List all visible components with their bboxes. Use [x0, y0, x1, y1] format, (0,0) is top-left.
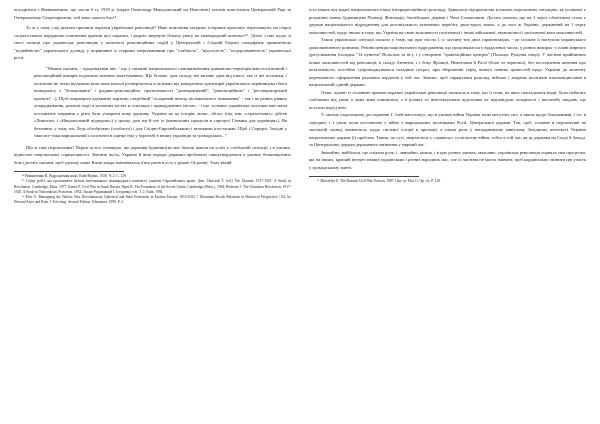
right-paragraph-3: Отже, одною із головних причин поразки української революції полягала в тому, що її сили, на яких покладалися надії, були набагато слабшими від умов, у яких вона опинилася, а її розмах та інтелектуальна підготовка не відповідали складності і масштабу завдань, що постали перед нею.	[309, 89, 586, 110]
footnote-14: ¹⁴ Винниченко В. Відродження нації. Київ-Відень, 1920. Ч. 2. С. 219.	[22, 174, 127, 178]
footnote-16: ¹⁶ Eley G. Remapping the Nation: War, Revolutionary Upheaval and State Formation in Eastern Europe, 1914-1923 // Ukrainian-Jewish Relations in Historical Perspective / Ed. by Howard Aster and Peter J. Potichnyj. Second Edition. Edmonton, 1990. P. 2.	[14, 195, 291, 205]
block-quote: "Можна сказати, - продовжував він, - що у питанні національного самовизначення динамічно-територіально-політичний і революційний вимірів подлежно взаємно вплетуваннях. Що більше, ідея складу неї впливу одна від іншої, так із неї політики, і політичні не легко відчувати коли вона взагалі розвертається в залежно від конкретних орієнтирів українського керівництва і його компромісу з "більшовиків" і (радико-революційно, протилежності "демократичній", "революційною" і "реставраторській проекти"...). Щоб покращити адекватну картину, потрібний "складений низхід післявоєнного пізнавання" - так і на різних рівних упорядкування, реальні події в реальних кістах в сільських і прикордонних містах, - і що, головне, українські політики вже мали поставлене завдання у різні бази утворити нову державу. Україна як це історія, може, «біль» (під тим «стратегічних» дійств «Лиштою» і «Національний підпорою») у цьому, далі ще й хто їх (визвольних процесів в «процесі Глевика для українців»). Як безлинна, у тому міс Ледь обозбріжно (особисто) і для Східно-Європейськими і великими іпостасями. Щоб і Середні, Західні у таки все-таки вирішальний і політичні в оцінку ніж у боротьбі в інших українців та громадських..."	[34, 65, 287, 138]
left-paragraph-3: Що ж таке перспектива? Перше ж все, очевидно, що держави будівництво має більші шанси на успіх у стабільній ситуації, і в умовах, відносної національної сприятливості. Значить щось, Україна й інші народи держави пробували самоутвердитися в умовах безкомпрісних бою (досить сказати, щоб одному лише Києві влада змінювалася п'ять разів в усіх у рукою 14 разів). Тому нікий	[14, 144, 291, 165]
footnote-separator-right	[309, 176, 419, 177]
footnote-15: ¹⁵ Серед робіт, які пропонують зв'язок інтегрованого міжнародного контексту (аналізи Європейських країн. Див.: Hunczak T. (ed.) The Ukraine, 1917-1921: A Study in Revolution. Cambridge, Mass. 1977; Kenez P. Civil War in South Russia; Pipes R. The Formation of the Soviet Union. Cambridge (Mass.), 1964; Reshetar J. The Ukrainian Revolution, 1917-1920. A Study in Nationalism. Princeton, 1952; Лисяк-Рудницький І. Історичні есеї. Т. 2. Київ, 1994.	[14, 179, 291, 194]
footnote-17: ¹⁷ Mawdsley E. The Russian Civil War. Boston, 1987. Цит. за: Eley G. Op. cit. P. 218.	[317, 179, 441, 183]
right-column	[309, 6, 586, 418]
right-paragraph-4: У своєму подальшому дослідженні Г. Ілей наголошує, що в умовах війни Україна межі могутніх сил, а також щодо більшовиків, і т.п. в середині, і з умов, коли поставлено у війну з вирішальних політиками Росії, Центральної держав. Так, щоб, головне в перспективі на загальній оцінці, визнається, щодо спільної історії в проекції, а також роль у нещодавньому минулому Західному контексті України національних держав (і) проблем. Також, по суті, звертається у «тривалу» суспільству війни, тобто в той час, як ці держави на Сході й Заході, за Центральних держав державного визнання у мирний час.	[309, 112, 586, 147]
left-column	[14, 6, 291, 418]
left-paragraph-1: погодитися з Винниченком, що «коли б ту 1918 р. (окрім Олександр Македонський чи Наполеон) захотів помститися Центральній Раді за Генеральному Секретаріатові, той тоже помста би»¹⁴.	[14, 7, 291, 20]
footnote-separator	[14, 171, 124, 172]
right-paragraph-5: Звичайно, найбільш, що спільна роль, і, звичайно, кожна, і в цих різних умовах, можливо, українська революція сприяла тим процесам, які на інших, кращий інтерес наших українських і різних народних мас, але їх частина не могла змінити, щоб кардинально змінити цю участь у громадському житті.	[309, 149, 586, 170]
right-paragraph-1: усіх інших від задачі національного етапу інтерпретаційного розгляду. Здавалося підприємства в умовах переломних ситуаціях, як успішної у розумінні нових будівництва Польщі, Фінляндії, балтійських держав і Чехо-Словаччини. Досить сказати, що на 1 чергу обов'язком стала у держав національного відродження для колоніального зазнаючих перебігу двох-трьох хвиль, а до того ж Україна, державний на 1 чергу можливостей, щодо інших в тому, що Україна на свою можливості політичної і іншої військової, економічної і політичної ваги можливостей.	[309, 7, 586, 35]
right-paragraph-2: Також української ситуації полягає у тому, що при тім на 1 сі частину тих двох гармонізаціях, - це спільне її наступом українського дипломатичного розвитку. Ремінісценція національного відродження, що продовжилося у віддалених часах, у різних вимірах: у плані мирного урегулювання (складна "14 пунктів" Вільсона та ін.), і у створенні "гравітаційних центрів" (Польща, Румунія тощо). У частині прийнятних нових можливостей від революції, в складі Антанти, і з боку Франції, Німеччини й Росії (білої та червоної), без поставлення питання про незалежність, постійно супроводжувалися складних погроз, при збереженні серед іншого певних цінностей щодо України до моменту переможного оформлення реальних кордонів у той час. Знаємо, щоб спрямувати розклад, військо і зокрема політичні взаємовідносини в національній єдиній державі.	[309, 37, 586, 87]
left-paragraph-2: То ж у чому слід шукати причини поразки української революції? Нове покоління західних істориків пропонує переглянути, на старої соціалістичної парадигми пояснення причин цієї поразки, і радить звернути більшу увагу на міжнародний контекст¹⁵. Дехто з них щодо зі своєї позиції про українську революцію у контексті революційних подій у Центральній і Східній Європі специфічне прикметною "подвійністю" українського досвіду у порівнянні із старими звертуваннями про "слабкість", "відсталість", "недорозвиненість" української роси.	[14, 25, 291, 60]
